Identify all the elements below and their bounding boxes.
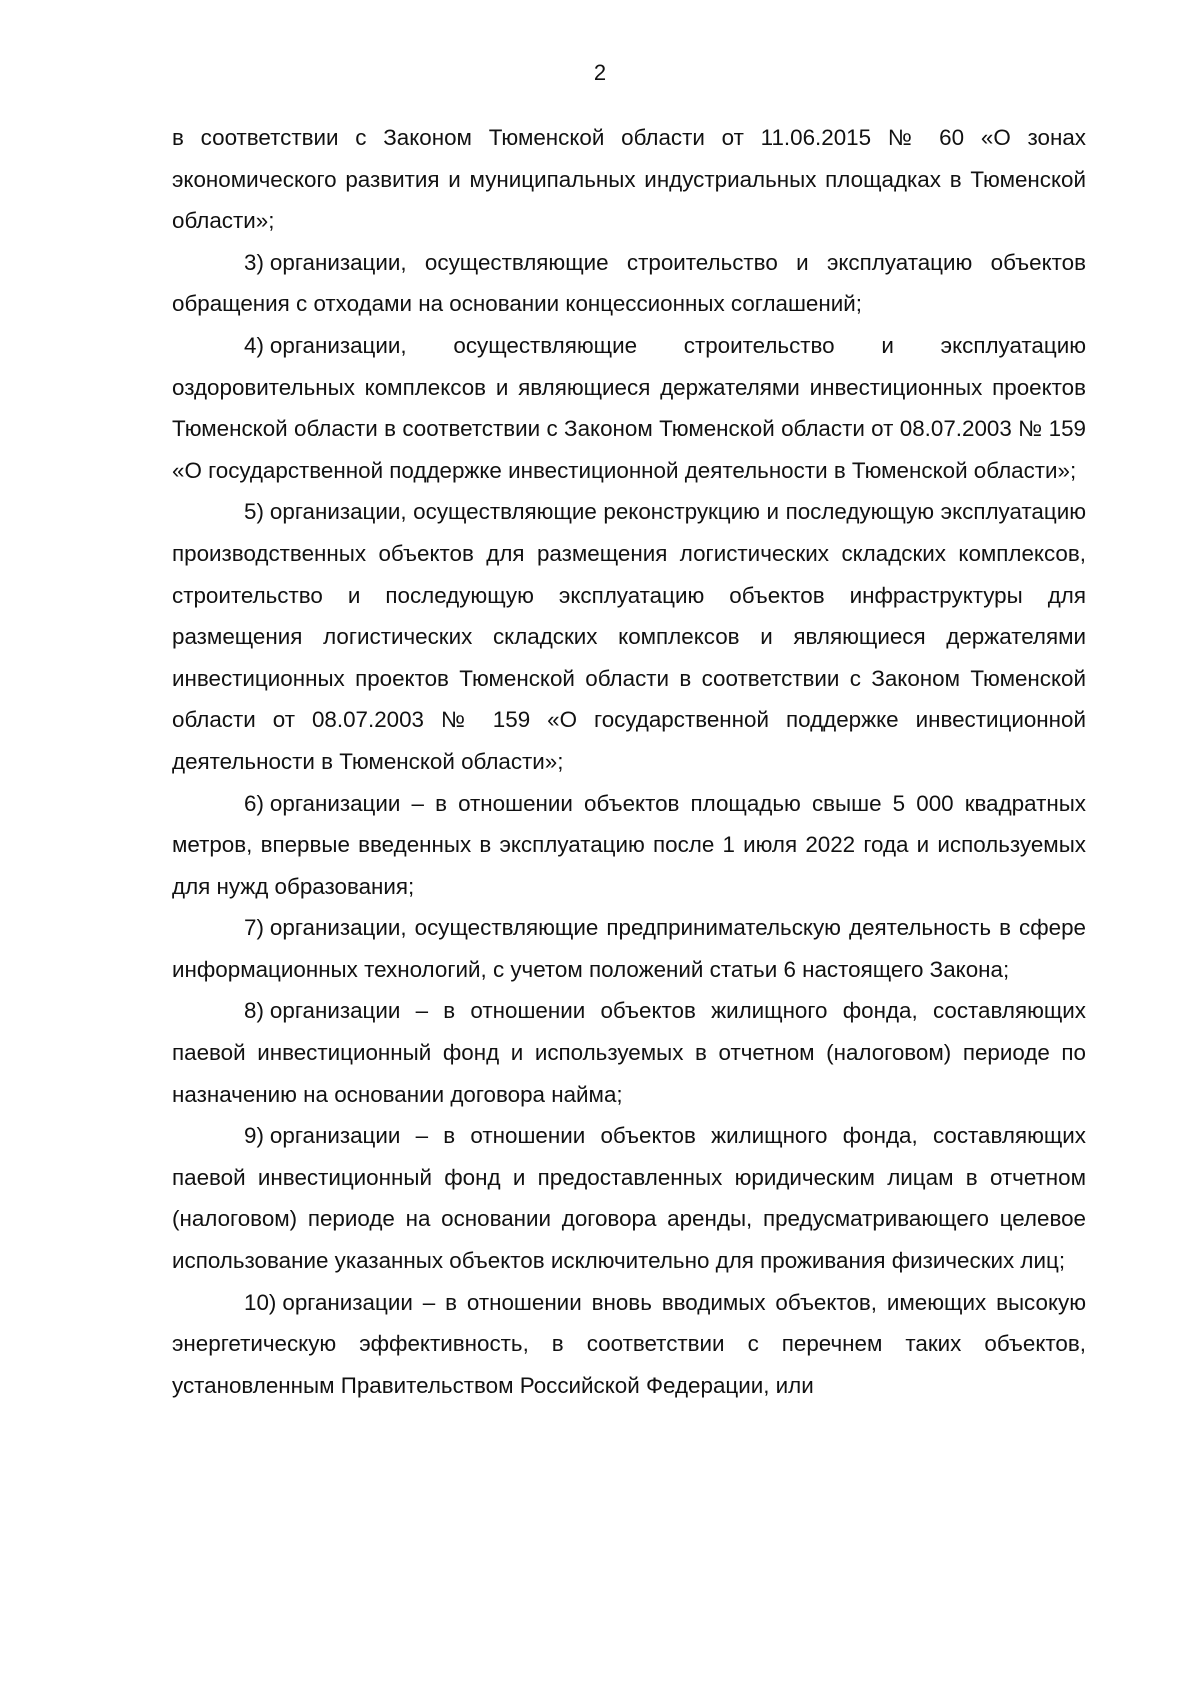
item-text: организации – в отношении объектов жилищного фонда, составляющих паевой инвестиционный фонд и предоставленных юридическим лицам в отчетном (налоговом) периоде на основании договора аренды, предусматривающего целевое использование указанных объектов исключительно для проживания физических лиц;	[172, 1123, 1086, 1274]
list-item-10	[172, 1282, 1086, 1407]
list-item-3	[172, 242, 1086, 325]
list-item-8	[172, 990, 1086, 1115]
list-item-5	[172, 491, 1086, 782]
list-item-7	[172, 907, 1086, 990]
item-number: 7)	[244, 915, 264, 941]
paragraph-continuation	[172, 117, 1086, 242]
item-number: 10)	[244, 1289, 277, 1315]
item-text: организации – в отношении объектов жилищного фонда, составляющих паевой инвестиционный фонд и используемых в отчетном (налоговом) периоде по назначению на основании договора найма;	[172, 998, 1086, 1107]
item-text: организации, осуществляющие реконструкцию и последующую эксплуатацию производственных объектов для размещения логистических складских комплексов, строительство и последующую эксплуатацию объектов инфраструктуры для размещения логистических складских комплексов и являющиеся держателями инвестиционных проектов Тюменской области в соответствии с Законом Тюменской области от 08.07.2003 № 159 «О государственной поддержке инвестиционной деятельности в Тюменской области»;	[172, 499, 1086, 774]
item-text: организации – в отношении объектов площадью свыше 5 000 квадратных метров, впервые введенных в эксплуатацию после 1 июля 2022 года и используемых для нужд образования;	[172, 790, 1086, 899]
item-number: 6)	[244, 790, 264, 816]
item-number: 5)	[244, 499, 264, 525]
item-text: организации – в отношении вновь вводимых объектов, имеющих высокую энергетическую эффективность, в соответствии с перечнем таких объектов, установленным Правительством Российской Федерации, или	[172, 1289, 1086, 1398]
document-body	[172, 117, 1086, 1406]
list-item-9	[172, 1115, 1086, 1281]
item-number: 9)	[244, 1123, 264, 1149]
item-text: организации, осуществляющие предпринимательскую деятельность в сфере информационных технологий, с учетом положений статьи 6 настоящего Закона;	[172, 915, 1086, 982]
list-item-6	[172, 783, 1086, 908]
item-text: организации, осуществляющие строительство и эксплуатацию оздоровительных комплексов и являющиеся держателями инвестиционных проектов Тюменской области в соответствии с Законом Тюменской области от 08.07.2003 № 159 «О государственной поддержке инвестиционной деятельности в Тюменской области»;	[172, 332, 1086, 483]
page-number: 2	[593, 60, 607, 85]
item-text: организации, осуществляющие строительство и эксплуатацию объектов обращения с отходами на основании концессионных соглашений;	[172, 249, 1086, 317]
list-item-4	[172, 325, 1086, 491]
item-number: 4)	[244, 332, 264, 358]
paragraph-text: в соответствии с Законом Тюменской области от 11.06.2015 № 60 «О зонах экономического развития и муниципальных индустриальных площадках в Тюменской области»;	[172, 125, 1086, 234]
item-number: 8)	[244, 998, 264, 1024]
item-number: 3)	[244, 249, 264, 275]
